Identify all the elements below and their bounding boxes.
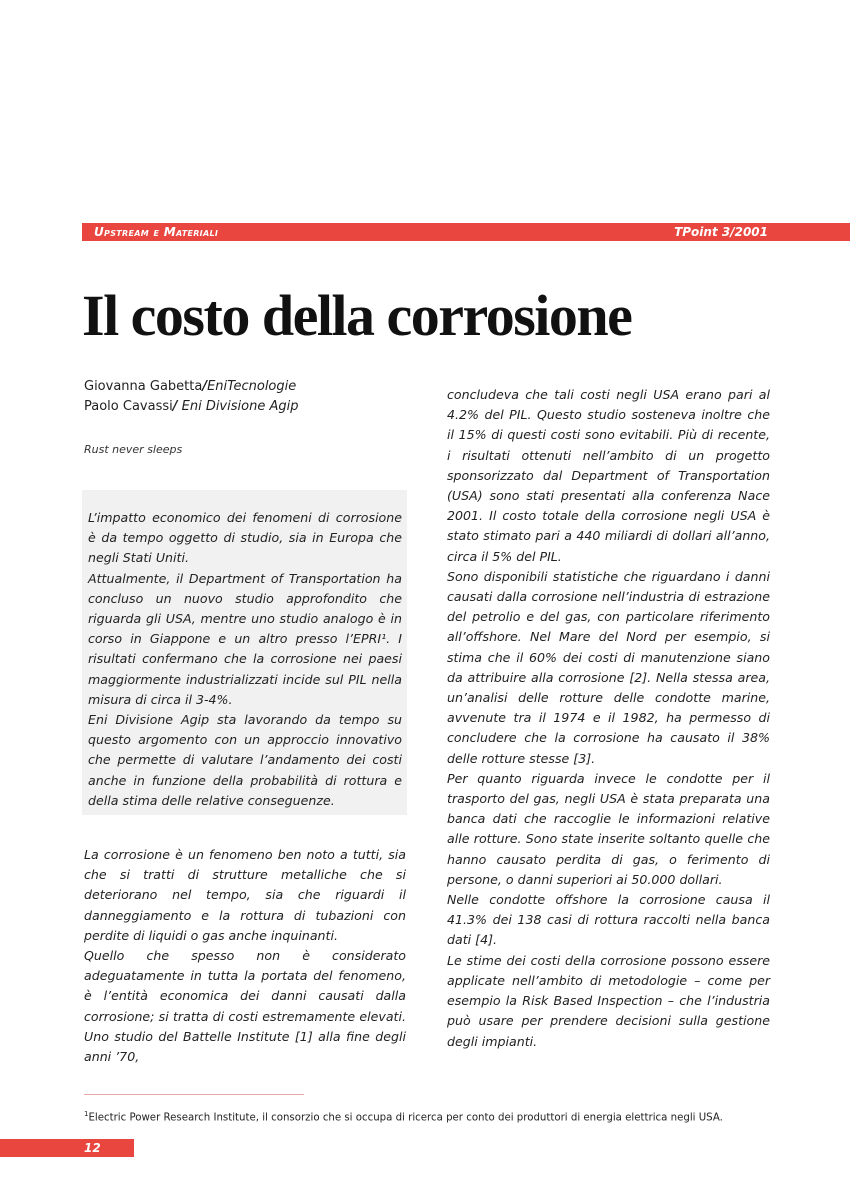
body-column-right (447, 385, 770, 1052)
body-paragraph: Quello che spesso non è considerato adeguatamente in tutta la portata del fenomeno, è l’entità economica dei danni causati dalla corrosione; si tratta di costi estremamente elevati. Uno studio del Battelle Institute [1] alla fine degli anni ’70, (84, 948, 406, 1065)
page-number-band (0, 1139, 134, 1157)
footnote-divider (84, 1094, 304, 1095)
abstract-paragraph: Eni Divisione Agip sta lavorando da tempo su questo argomento con un approccio innovativo che permette di valutare l’andamento dei costi anche in funzione della probabilità di rottura e della stima delle relative conseguenze. (88, 712, 402, 808)
article-title: Il costo della corrosione (82, 283, 632, 348)
body-paragraph: Sono disponibili statistiche che riguardano i danni causati dalla corrosione nell’industria di estrazione del petrolio e del gas, con particolare riferimento all’offshore. Nel Mare del Nord per esempio, si stima che il 60% dei costi di manutenzione siano da attribuire alla corrosione [2]. Nella stessa area, un’analisi delle rotture delle condotte marine, avvenute tra il 1974 e il 1982, ha permesso di concludere che la corrosione ha causato il 38% delle rotture stesse [3]. (447, 568, 770, 766)
body-paragraph: concludeva che tali costi negli USA erano pari al 4.2% del PIL. Questo studio sosteneva inoltre che il 15% di questi costi sono evitabili. Più di recente, i risultati ottenuti nell’ambito di un progetto sponsorizzato dal Department of Transportation (USA) sono stati presentati alla conferenza Nace 2001. Il costo totale della corrosione negli USA è stato stimato pari a 440 miliardi di dollari all’anno, circa il 5% del PIL. (447, 387, 770, 564)
motto: Rust never sleeps (84, 443, 183, 456)
body-paragraph: La corrosione è un fenomeno ben noto a tutti, sia che si tratti di strutture metalliche che si deteriorano nel tempo, sia che riguardi il danneggiamento e la rottura di tubazioni con perdite di liquidi o gas anche inquinanti. (84, 847, 406, 943)
author-list (84, 377, 298, 417)
author-line (84, 397, 298, 417)
abstract-paragraph: L’impatto economico dei fenomeni di corrosione è da tempo oggetto di studio, sia in Europa che negli Stati Uniti. (88, 510, 402, 566)
author-separator: / (202, 379, 208, 394)
issue-label: TPoint 3/2001 (674, 225, 768, 239)
body-paragraph: Nelle condotte offshore la corrosione causa il 41.3% dei 138 casi di rottura raccolti nella banca dati [4]. (447, 892, 770, 948)
body-column-left (84, 845, 406, 1067)
abstract-paragraph: Attualmente, il Department of Transportation ha concluso un nuovo studio approfondito che riguarda gli USA, mentre uno studio analogo è in corso in Giappone e un altro presso l’EPRI¹. I risultati confermano che la corrosione nei paesi maggiormente industrializzati incide sul PIL nella misura di circa il 3-4%. (88, 570, 402, 707)
author-affiliation: EniTecnologie (207, 379, 297, 394)
author-separator: / (172, 399, 178, 414)
author-name: Paolo Cavassi (84, 399, 173, 414)
section-label: Upstream e Materiali (94, 225, 219, 239)
running-header (82, 223, 850, 241)
footnote (84, 1110, 723, 1123)
abstract-box (82, 490, 407, 815)
body-paragraph: Le stime dei costi della corrosione possono essere applicate nell’ambito di metodologie – come per esempio la Risk Based Inspection – che l’industria può usare per prendere decisioni sulla gestione degli impianti. (447, 952, 770, 1049)
page-number: 12 (84, 1141, 101, 1155)
author-affiliation: Eni Divisione Agip (177, 399, 299, 414)
body-paragraph: Per quanto riguarda invece le condotte per il trasporto del gas, negli USA è stata preparata una banca dati che raccoglie le informazioni relative alle rotture. Sono state inserite soltanto quelle che hanno causato perdita di gas, o ferimento di persone, o danni superiori ai 50.000 dollari. (447, 770, 770, 887)
author-line (84, 377, 298, 397)
footnote-marker: 1 (84, 1110, 89, 1118)
author-name: Giovanna Gabetta (84, 379, 203, 394)
footnote-text: Electric Power Research Institute, il consorzio che si occupa di ricerca per conto dei produttori di energia elettrica negli USA. (88, 1112, 723, 1124)
